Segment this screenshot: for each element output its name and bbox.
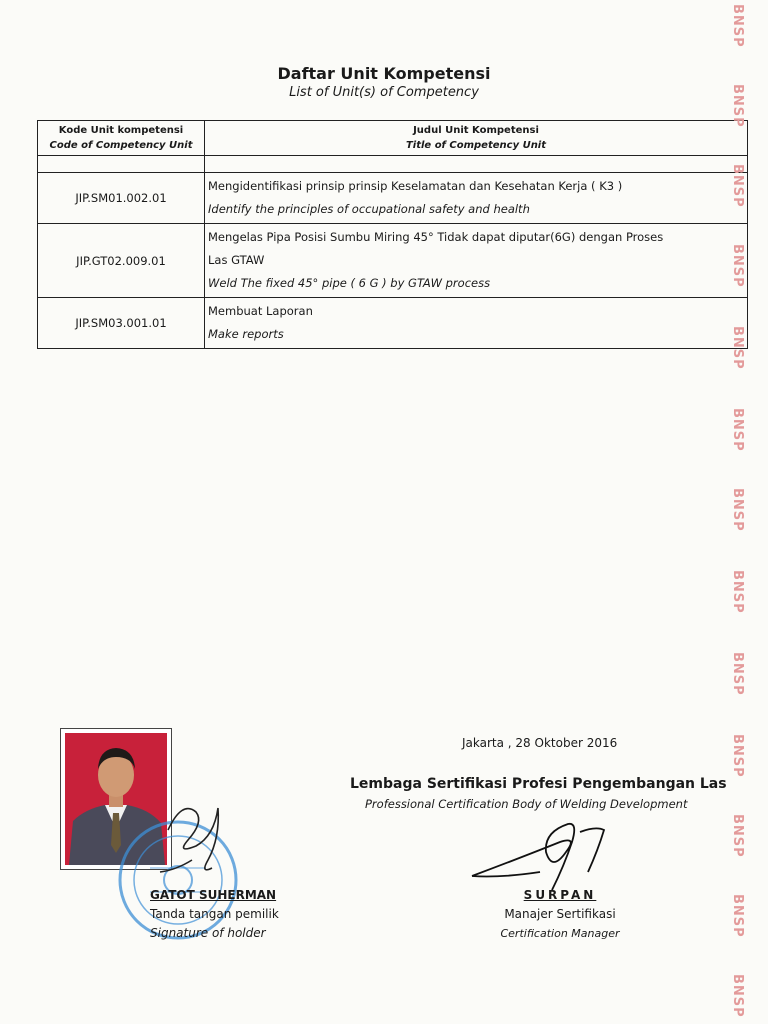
col-header-title-en: Title of Competency Unit	[405, 140, 547, 151]
bnsp-watermark: BNSP	[730, 4, 745, 48]
bnsp-watermark: BNSP	[730, 164, 745, 208]
holder-name: GATOT SUHERMAN	[150, 888, 277, 902]
page-subtitle: List of Unit(s) of Competency	[289, 85, 479, 100]
col-header-title-id: Judul Unit Kompetensi	[413, 125, 539, 136]
manager-title-en: Certification Manager	[500, 927, 620, 940]
col-header-code-en: Code of Competency Unit	[49, 140, 193, 151]
bnsp-watermark: BNSP	[730, 488, 745, 532]
unit-title-id-cont: Las GTAW	[208, 253, 265, 267]
manager-signature	[472, 824, 604, 890]
bnsp-watermark: BNSP	[730, 734, 745, 778]
bnsp-watermark: BNSP	[730, 570, 745, 614]
unit-title-id: Mengelas Pipa Posisi Sumbu Miring 45° Tidak dapat diputar(6G) dengan Proses	[208, 230, 664, 244]
bnsp-watermark: BNSP	[730, 814, 745, 858]
unit-code: JIP.SM03.001.01	[38, 298, 205, 349]
bnsp-watermark: BNSP	[730, 974, 745, 1018]
unit-title-id: Mengidentifikasi prinsip prinsip Keselamatan dan Kesehatan Kerja ( K3 )	[208, 179, 623, 193]
issuer-organization: Lembaga Sertifikasi Profesi Pengembangan Las	[350, 776, 727, 792]
place-date: Jakarta , 28 Oktober 2016	[462, 736, 618, 750]
col-header-code-id: Kode Unit kompetensi	[58, 125, 184, 136]
manager-title: Manajer Sertifikasi	[504, 907, 616, 921]
unit-title-en: Make reports	[208, 327, 284, 341]
bnsp-watermark: BNSP	[730, 244, 745, 288]
holder-signature	[160, 808, 218, 872]
page-title: Daftar Unit Kompetensi	[277, 64, 491, 83]
bnsp-watermark: BNSP	[730, 894, 745, 938]
bnsp-watermark: BNSP	[730, 408, 745, 452]
unit-title-en: Identify the principles of occupational safety and health	[208, 202, 530, 216]
unit-title-id: Membuat Laporan	[208, 304, 313, 318]
holder-signature-label-en: Signature of holder	[150, 926, 266, 940]
unit-code: JIP.GT02.009.01	[38, 224, 205, 298]
bnsp-watermark: BNSP	[730, 326, 745, 370]
bnsp-watermark: BNSP	[730, 652, 745, 696]
bnsp-watermark: BNSP	[730, 84, 745, 128]
manager-name: SURPAN	[523, 888, 597, 902]
unit-code: JIP.SM01.002.01	[38, 173, 205, 224]
issuer-organization-en: Professional Certification Body of Welding Development	[365, 797, 688, 811]
holder-signature-label: Tanda tangan pemilik	[150, 907, 279, 921]
unit-title-en: Weld The fixed 45° pipe ( 6 G ) by GTAW process	[208, 276, 491, 290]
